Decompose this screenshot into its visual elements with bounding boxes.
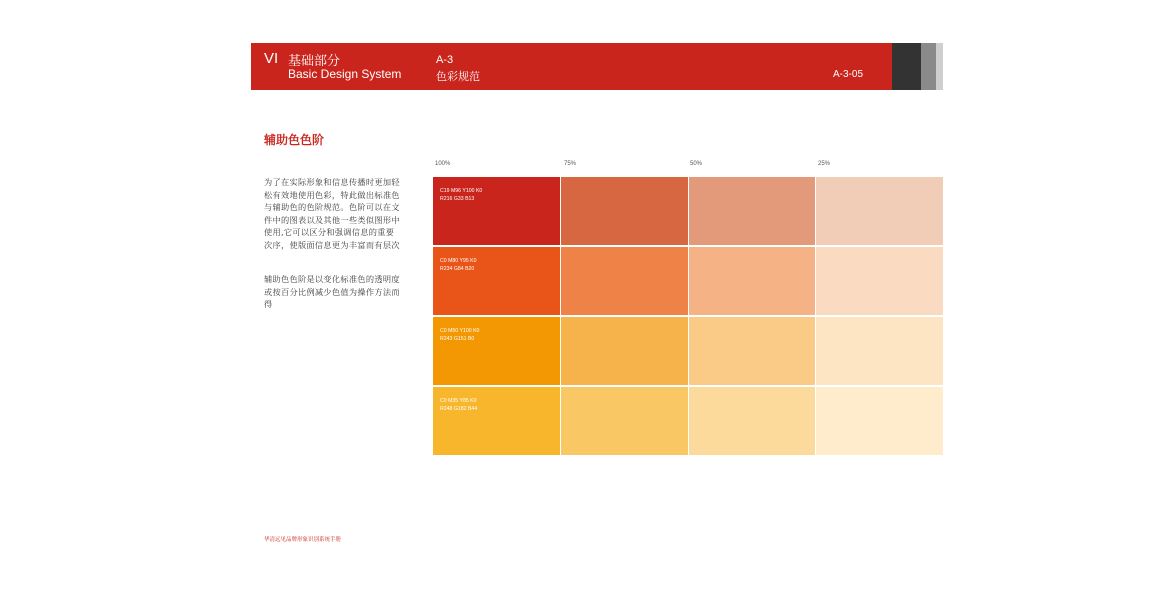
color-swatch xyxy=(816,317,943,385)
swatch-rgb: R248 G182 B44 xyxy=(440,406,478,412)
percent-label-100: 100% xyxy=(435,161,451,167)
color-swatch xyxy=(689,177,816,245)
swatch-color-values xyxy=(440,327,479,343)
color-swatch xyxy=(433,177,560,245)
section-heading: 辅助色色阶 xyxy=(264,133,325,147)
color-swatch xyxy=(689,247,816,315)
swatch-row xyxy=(433,247,943,315)
swatch-rgb: R243 G151 B0 xyxy=(440,336,475,342)
category-title-cn: 基础部分 xyxy=(288,54,341,69)
color-swatch xyxy=(561,247,688,315)
percent-label-50: 50% xyxy=(690,161,703,167)
swatch-rgb: R216 G33 B13 xyxy=(440,196,475,202)
header-stripe-light xyxy=(936,43,943,90)
swatch-color-values xyxy=(440,397,477,413)
header-stripe-mid xyxy=(921,43,936,90)
color-swatch xyxy=(689,317,816,385)
swatch-row xyxy=(433,387,943,455)
color-swatch xyxy=(561,317,688,385)
swatch-row xyxy=(433,317,943,385)
swatch-cmyk: C0 M50 Y100 K0 xyxy=(440,328,480,334)
percent-label-25: 25% xyxy=(818,161,831,167)
color-swatch xyxy=(561,177,688,245)
color-gradation-grid xyxy=(433,177,943,457)
swatch-color-values xyxy=(440,257,477,273)
color-swatch xyxy=(433,387,560,455)
color-swatch xyxy=(816,177,943,245)
section-title-cn: 色彩规范 xyxy=(436,70,480,83)
category-title-en: Basic Design System xyxy=(288,67,402,81)
page-code: A-3-05 xyxy=(833,69,864,80)
color-swatch xyxy=(433,247,560,315)
swatch-cmyk: C0 M35 Y85 K0 xyxy=(440,398,477,404)
swatch-color-values xyxy=(440,187,482,203)
description-paragraph-2: 辅助色色阶是以变化标准色的透明度或按百分比例减少色值为操作方法而得 xyxy=(264,274,400,309)
swatch-row xyxy=(433,177,943,245)
footer-text: 华清远见品牌形象识别系统手册 xyxy=(264,537,342,543)
description-paragraph-1: 为了在实际形象和信息传播时更加轻松有效地使用色彩，特此做出标准色与辅助色的色阶规范。色阶可以在文件中的图表以及其他一些类似图形中使用,它可以区分和强调信息的重要次序，使版面信息更为丰富而有层次 xyxy=(264,177,400,250)
header-stripe-dark xyxy=(892,43,921,90)
color-swatch xyxy=(561,387,688,455)
color-swatch xyxy=(433,317,560,385)
swatch-cmyk: C0 M80 Y95 K0 xyxy=(440,258,477,264)
color-swatch xyxy=(816,247,943,315)
section-code: A-3 xyxy=(436,54,454,66)
color-swatch xyxy=(689,387,816,455)
swatch-rgb: R234 G84 B20 xyxy=(440,266,475,272)
vi-label: VI xyxy=(264,50,279,67)
swatch-cmyk: C19 M96 Y100 K0 xyxy=(440,188,483,194)
color-swatch xyxy=(816,387,943,455)
percent-label-75: 75% xyxy=(564,161,577,167)
